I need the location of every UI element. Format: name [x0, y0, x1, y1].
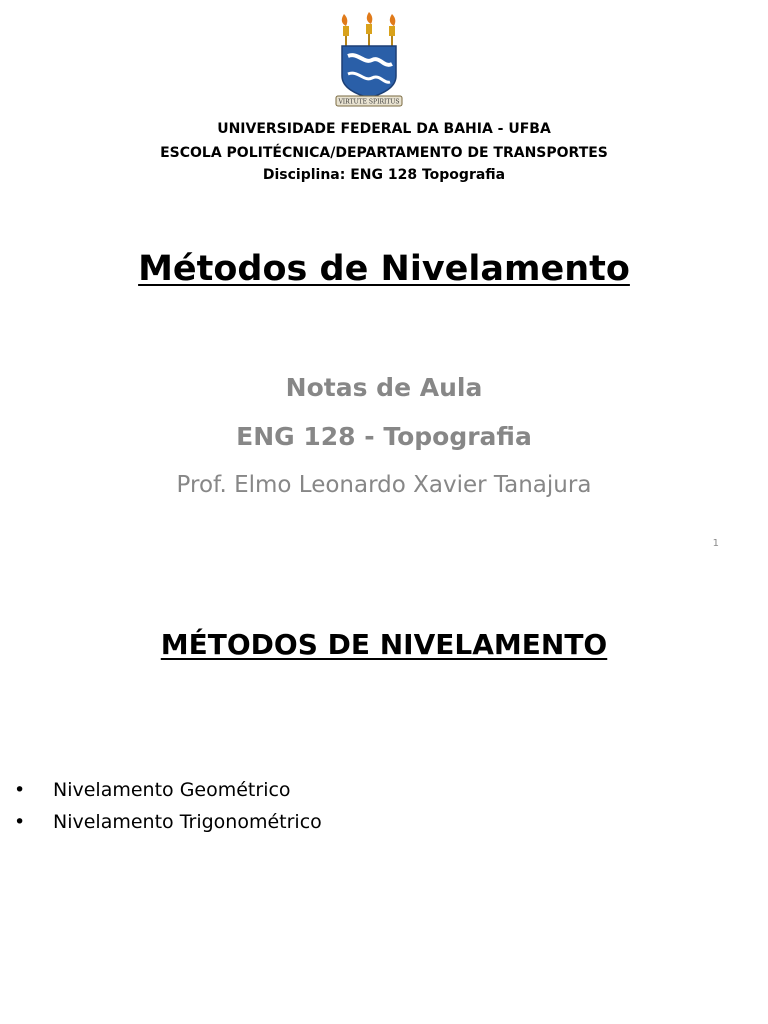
list-item — [14, 774, 322, 806]
slide-title: Métodos de Nivelamento — [138, 249, 630, 289]
torch-icon — [389, 14, 395, 46]
department-name: ESCOLA POLITÉCNICA/DEPARTAMENTO DE TRANSPORTES — [160, 145, 608, 161]
list-item-text: Nivelamento Geométrico — [53, 779, 291, 801]
ufba-crest-logo — [334, 12, 404, 108]
crest-motto: VIRTUTE SPIRITUS — [338, 98, 400, 106]
bullet-icon: • — [14, 811, 26, 833]
section-title: MÉTODOS DE NIVELAMENTO — [160, 628, 608, 661]
author-name: Prof. Elmo Leonardo Xavier Tanajura — [176, 472, 592, 498]
page-number: 1 — [712, 538, 719, 549]
bullet-list — [14, 774, 322, 838]
torch-icon — [342, 14, 349, 46]
slide-2 — [0, 580, 768, 1024]
list-item-text: Nivelamento Trigonométrico — [53, 811, 322, 833]
subtitle-course: ENG 128 - Topografia — [236, 422, 532, 451]
course-name: Disciplina: ENG 128 Topografia — [262, 167, 506, 183]
subtitle-notes: Notas de Aula — [285, 373, 483, 402]
list-item — [14, 806, 322, 838]
institution-name: UNIVERSIDADE FEDERAL DA BAHIA - UFBA — [217, 121, 551, 137]
bullet-icon: • — [14, 779, 26, 801]
torch-icon — [366, 12, 372, 46]
